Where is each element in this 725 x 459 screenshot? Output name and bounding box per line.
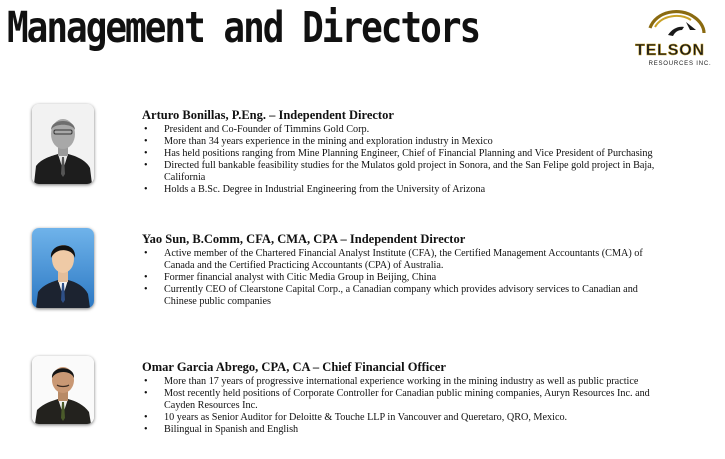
bio-item: • More than 17 years of progressive international experience working in the mining industry as well as public practice [142,376,672,388]
bio-item: • Most recently held positions of Corporate Controller for Canadian public mining companies, Auryn Resources Inc. and Cayden Resources Inc. [142,388,672,412]
portrait-icon [32,356,94,424]
telson-logo [620,8,720,70]
bio-item: • 10 years as Senior Auditor for Deloitte & Touche LLP in Vancouver and Queretaro, QRO, Mexico. [142,412,672,424]
person-name: Arturo Bonillas, P.Eng. – Independent Director [142,108,394,122]
photo-yao-sun [32,228,94,308]
portrait-icon [32,228,94,308]
bio-list [142,124,672,195]
photo-omar-garcia-abrego [32,356,94,424]
bio-item: • Bilingual in Spanish and English [142,424,672,436]
person-omar-garcia-abrego [142,360,672,436]
photo-arturo-bonillas [32,104,94,184]
logo-tagline: RESOURCES INC. [648,61,712,67]
bio-item: • Former financial analyst with Citic Media Group in Beijing, China [142,272,672,284]
slide-title: Management and Directors [7,4,480,53]
bio-item: • Directed full bankable feasibility studies for the Mulatos gold project in Sonora, and the San Felipe gold project in Baja, California [142,160,672,184]
person-name: Omar Garcia Abrego, CPA, CA – Chief Financial Officer [142,360,446,374]
telson-logo-icon [620,8,720,70]
bio-list [142,248,672,308]
portrait-icon [32,104,94,184]
bio-item: • More than 34 years experience in the mining and exploration industry in Mexico [142,136,672,148]
bio-item: • President and Co-Founder of Timmins Gold Corp. [142,124,672,136]
person-yao-sun [142,232,672,308]
bio-item: • Has held positions ranging from Mine Planning Engineer, Chief of Financial Planning and Vice President of Purchasing [142,148,672,160]
bio-item: • Active member of the Chartered Financial Analyst Institute (CFA), the Certified Management Accountants (CMA) of Canada and the Certified Practicing Accountants (CPA) of Australia. [142,248,672,272]
bio-list [142,376,672,436]
person-arturo-bonillas [142,108,672,195]
logo-wordmark: TELSON [635,42,705,59]
bio-item: • Holds a B.Sc. Degree in Industrial Engineering from the University of Arizona [142,184,672,196]
person-name: Yao Sun, B.Comm, CFA, CMA, CPA – Independent Director [142,232,466,246]
bio-item: • Currently CEO of Clearstone Capital Corp., a Canadian company which provides advisory services to Canadian and Chinese public companies [142,284,672,308]
